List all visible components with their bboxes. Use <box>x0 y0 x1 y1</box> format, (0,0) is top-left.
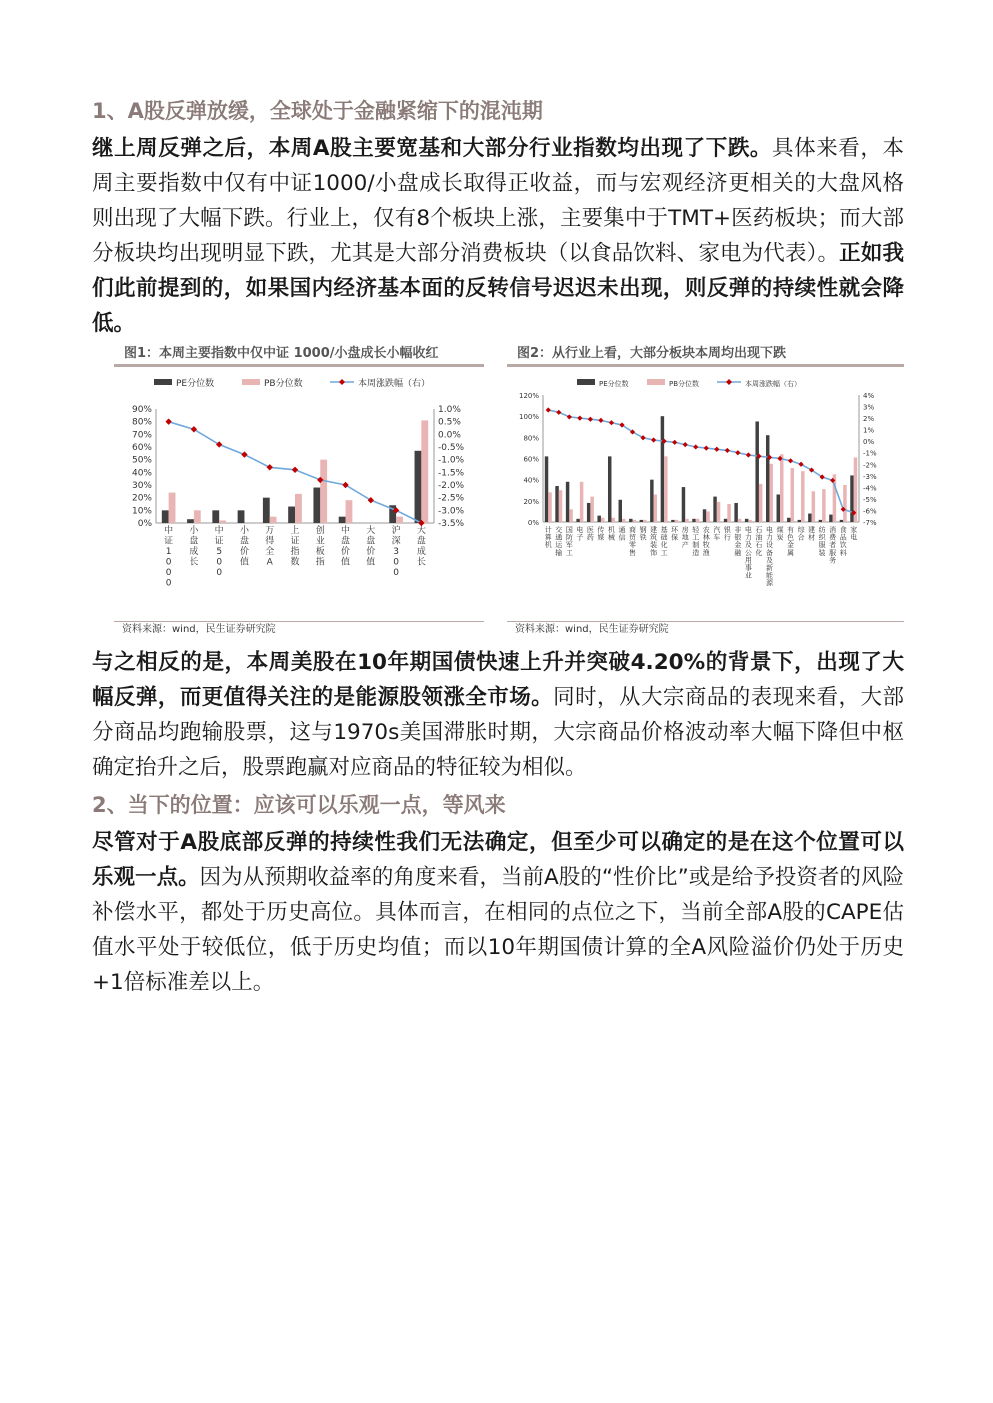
s2-body: 因为从预期收益率的角度来看，当前A股的“性价比”或是给予投资者的风险补偿水平，都处于历史高位。具体而言，在相同的点位之下，当前全部A股的CAPE估值水平处于较低位，低于历史均值；而以10年期国债计算的全A风险溢价仍处于历史+1倍标准差以上。 <box>92 865 904 995</box>
y-right-tick-label: -2.5% <box>438 493 465 504</box>
bar-pb <box>696 519 699 522</box>
bar-pb <box>738 519 741 522</box>
bar-pb <box>727 504 730 522</box>
y-right-tick-label: -1% <box>863 449 877 458</box>
bar-pe <box>263 498 270 523</box>
bar-pe <box>212 510 219 523</box>
x-tick-label: 商贸零售 <box>629 526 637 557</box>
bar-pe <box>713 497 716 522</box>
chart2-svg <box>507 367 904 617</box>
bar-pb <box>590 497 593 522</box>
bar-pe <box>587 503 590 522</box>
bar-pe <box>692 519 695 522</box>
x-tick-label: 房地产 <box>681 526 689 550</box>
bar-pb <box>769 464 772 522</box>
bar-pe <box>840 520 843 522</box>
p2-body: 同时，从大宗商品的表现来看，大部分商品均跑输股票，这与1970s美国滞胀时期，大宗商品价格波动率大幅下降但中枢确定抬升之后，股票跑赢对应商品的特征较为相似。 <box>92 685 904 780</box>
y-left-tick-label: 10% <box>131 506 152 517</box>
x-tick-label: 计算机 <box>544 526 552 550</box>
bar-pe <box>808 514 811 522</box>
figure2-title: 图2：从行业上看，大部分板块本周均出现下跌 <box>517 346 787 361</box>
section2-paragraph <box>92 825 904 1000</box>
line-point <box>546 407 551 412</box>
figure-2 <box>507 345 904 638</box>
bar-pb <box>219 520 226 523</box>
x-tick-label: 中盘价值 <box>341 526 351 568</box>
x-tick-label: 钢铁 <box>639 526 647 542</box>
legend-pe-label: PE分位数 <box>599 380 629 388</box>
y-left-tick-label: 40% <box>523 476 539 485</box>
y-right-tick-label: -4% <box>863 484 877 493</box>
x-tick-label: 交通运输 <box>555 526 563 557</box>
figures-row <box>92 345 904 637</box>
bar-pe <box>745 519 748 522</box>
bar-pb <box>295 494 302 523</box>
x-tick-label: 机械 <box>607 526 615 542</box>
bar-pe <box>671 520 674 522</box>
bar-pb <box>346 500 353 523</box>
p2-bold-lead: 与之相反的是，本周美股在10年期国债快速上升并突破4.20%的背景下，出现了大幅反弹，而更值得关注的是能源股领涨全市场。 <box>92 650 904 710</box>
line-point <box>588 417 593 422</box>
line-point <box>725 448 730 453</box>
x-tick-label: 汽车 <box>713 526 721 542</box>
x-tick-label: 通信 <box>618 526 626 542</box>
y-right-tick-label: -3.0% <box>438 506 465 517</box>
x-tick-label: 消费者服务 <box>829 526 837 565</box>
y-right-tick-label: -2.0% <box>438 481 465 491</box>
y-left-tick-label: 80% <box>131 417 152 428</box>
y-right-tick-label: 0.5% <box>438 417 461 428</box>
y-right-tick-label: -1.0% <box>438 455 465 466</box>
bar-pe <box>187 519 194 523</box>
line-point <box>693 444 698 449</box>
bar-pb <box>717 502 720 522</box>
legend-pe-swatch <box>577 379 595 385</box>
y-right-tick-label: -5% <box>863 495 877 504</box>
bar-pe <box>850 475 853 522</box>
s2-bold-lead: 尽管对于A股底部反弹的持续性我们无法确定，但至少可以确定的是在这个位置可以乐观一点。 <box>92 830 904 890</box>
y-left-tick-label: 90% <box>131 405 152 415</box>
y-right-tick-label: -2% <box>863 461 877 470</box>
section2-heading: 2、当下的位置：应该可以乐观一点，等风来 <box>92 793 506 817</box>
x-tick-label: 电力设备及新能源 <box>765 526 773 588</box>
x-tick-label: 大盘价值 <box>366 526 376 568</box>
bar-pe <box>640 520 643 522</box>
bar-pe <box>288 507 295 523</box>
y-left-tick-label: 120% <box>518 392 539 400</box>
x-tick-label: 纺织服装 <box>818 526 826 557</box>
bar-pb <box>675 520 678 522</box>
bar-pb <box>748 520 751 522</box>
bar-pe <box>597 516 600 522</box>
bar-pe <box>566 482 569 522</box>
line-point <box>735 450 740 455</box>
bar-pe <box>777 494 780 522</box>
bar-pe <box>545 456 548 522</box>
bar-pb <box>812 491 815 522</box>
line-point <box>267 464 273 470</box>
x-tick-label: 小盘成长 <box>189 526 199 568</box>
bar-pb <box>169 493 176 523</box>
line-point <box>556 410 561 415</box>
bar-pb <box>643 520 646 522</box>
bar-pe <box>661 416 664 522</box>
y-right-tick-label: 1% <box>863 426 875 435</box>
line-point <box>609 420 614 425</box>
y-left-tick-label: 80% <box>523 434 539 443</box>
x-tick-label: 创业板指 <box>315 526 325 568</box>
figure-1 <box>114 345 484 638</box>
y-right-tick-label: 4% <box>863 392 875 400</box>
bar-pb <box>801 471 804 522</box>
line-point <box>165 418 171 424</box>
bar-pb <box>194 510 201 523</box>
x-tick-label: 非银金融 <box>734 526 742 557</box>
y-right-tick-label: -7% <box>863 519 877 527</box>
line-point <box>577 415 582 420</box>
bar-pb <box>822 489 825 522</box>
y-right-tick-label: 1.0% <box>438 405 461 415</box>
bar-pe <box>682 487 685 522</box>
document-page <box>92 95 904 1000</box>
bar-pe <box>724 519 727 522</box>
y-right-tick-label: 3% <box>863 403 875 412</box>
bar-pb <box>320 460 327 523</box>
bar-pb <box>559 490 562 522</box>
bar-pb <box>706 511 709 522</box>
legend-pb-label: PB分位数 <box>669 380 700 388</box>
x-tick-label: 中证 5 0 0 <box>214 526 224 578</box>
x-tick-label: 中证 1 0 0 0 <box>164 526 174 589</box>
bar-pe <box>734 503 737 522</box>
x-tick-label: 综合 <box>797 526 805 542</box>
x-tick-label: 万得全 A <box>265 526 275 568</box>
bar-pb <box>654 494 657 522</box>
bar-pb <box>780 454 783 522</box>
figure1-title: 图1：本周主要指数中仅中证 1000/小盘成长小幅收红 <box>124 346 439 361</box>
x-tick-label: 医药 <box>586 526 594 542</box>
bar-pe <box>415 451 422 523</box>
chart1-svg <box>114 367 484 617</box>
bar-pe <box>555 486 558 522</box>
bar-pe <box>819 520 822 522</box>
y-left-tick-label: 50% <box>131 455 152 466</box>
bar-pe <box>162 510 169 523</box>
figure2-source: 资料来源：wind，民生证券研究院 <box>515 624 669 635</box>
x-tick-label: 沪深 3 0 0 <box>391 526 401 578</box>
bar-pb <box>580 482 583 522</box>
bar-pb <box>270 517 277 523</box>
legend-pb-swatch <box>242 379 260 385</box>
bar-pb <box>569 509 572 522</box>
y-left-tick-label: 20% <box>131 493 152 504</box>
y-right-tick-label: -3.5% <box>438 519 465 529</box>
series-line-weekly-change <box>548 410 853 513</box>
bar-pb <box>421 420 428 523</box>
x-tick-label: 家电 <box>850 526 858 542</box>
legend-line-marker <box>339 379 345 385</box>
legend-pe-swatch <box>154 379 172 385</box>
x-tick-label: 农林牧渔 <box>702 526 710 557</box>
line-point <box>704 446 709 451</box>
bar-pe <box>755 421 758 522</box>
line-point <box>672 440 677 445</box>
p1-bold-tail: 正如我们此前提到的，如果国内经济基本面的反转信号迟迟未出现，则反弹的持续性就会降低。 <box>92 241 904 336</box>
bar-pe <box>608 456 611 522</box>
x-tick-label: 小盘价值 <box>239 526 249 568</box>
legend-line-marker <box>726 379 732 385</box>
line-point <box>651 437 656 442</box>
y-right-tick-label: -6% <box>863 507 877 516</box>
y-left-tick-label: 60% <box>131 443 152 453</box>
line-point <box>241 451 247 457</box>
y-left-tick-label: 40% <box>131 468 152 479</box>
section1-paragraph2 <box>92 645 904 785</box>
legend-pe-label: PE分位数 <box>176 379 215 389</box>
y-left-tick-label: 20% <box>523 497 539 506</box>
y-right-tick-label: -1.5% <box>438 468 465 479</box>
y-left-tick-label: 30% <box>131 481 152 491</box>
line-point <box>714 447 719 452</box>
x-tick-label: 环保 <box>671 526 679 542</box>
y-right-tick-label: 0.0% <box>438 430 461 441</box>
line-point <box>567 414 572 419</box>
legend-pb-swatch <box>647 379 665 385</box>
y-right-tick-label: -0.5% <box>438 443 465 453</box>
y-left-tick-label: 0% <box>137 519 152 529</box>
bar-pb <box>622 519 625 522</box>
line-point <box>598 418 603 423</box>
bar-pb <box>791 468 794 522</box>
bar-pb <box>601 518 604 522</box>
x-tick-label: 建材 <box>808 526 816 542</box>
p1-bold-lead: 继上周反弹之后，本周A股主要宽基和大部分行业指数均出现了下跌。 <box>92 136 773 161</box>
x-tick-label: 传媒 <box>597 526 605 542</box>
bar-pe <box>703 509 706 522</box>
line-point <box>788 458 793 463</box>
bar-pb <box>759 484 762 522</box>
bar-pe <box>629 519 632 522</box>
x-tick-label: 有色金属 <box>787 526 795 557</box>
y-left-tick-label: 70% <box>131 430 152 441</box>
line-point <box>683 442 688 447</box>
x-tick-label: 电力及公用事业 <box>744 526 752 580</box>
x-tick-label: 国防军工 <box>565 526 573 557</box>
bar-pe <box>313 488 320 523</box>
bar-pe <box>766 435 769 522</box>
x-tick-label: 轻工制造 <box>692 526 700 557</box>
x-tick-label: 上证指数 <box>290 526 300 568</box>
y-left-tick-label: 0% <box>527 519 539 527</box>
bar-pe <box>829 515 832 522</box>
bar-pb <box>843 485 846 522</box>
bar-pb <box>664 456 667 522</box>
y-right-tick-label: 0% <box>863 438 875 447</box>
bar-pe <box>619 500 622 522</box>
legend-pb-label: PB分位数 <box>264 379 303 389</box>
bar-pe <box>650 480 653 522</box>
bar-pe <box>798 520 801 522</box>
y-right-tick-label: -3% <box>863 472 877 481</box>
x-tick-label: 食品饮料 <box>839 526 847 557</box>
x-tick-label: 基础化工 <box>660 526 668 557</box>
bar-pb <box>685 519 688 522</box>
bar-pe <box>339 517 346 523</box>
line-point <box>292 467 298 473</box>
x-tick-label: 大盘成长 <box>416 526 426 568</box>
x-tick-label: 电子 <box>576 526 584 542</box>
figure1-source: 资料来源：wind，民生证券研究院 <box>122 624 276 635</box>
bar-pb <box>633 520 636 522</box>
line-point <box>746 452 751 457</box>
bar-pb <box>611 518 614 522</box>
legend-line-label: 本周涨跌幅（右） <box>745 380 801 388</box>
bar-pe <box>787 518 790 522</box>
x-tick-label: 石油石化 <box>755 526 763 557</box>
x-tick-label: 建筑装饰 <box>650 526 658 557</box>
y-right-tick-label: 2% <box>863 415 875 424</box>
x-tick-label: 银行 <box>723 526 731 542</box>
section1-heading: 1、A股反弹放缓，全球处于金融紧缩下的混沌期 <box>92 99 543 123</box>
bar-pe <box>576 519 579 522</box>
x-tick-label: 煤炭 <box>776 526 784 542</box>
bar-pb <box>396 517 403 523</box>
p1-body: 具体来看，本周主要指数中仅有中证1000/小盘成长取得正收益，而与宏观经济更相关的大盘风格则出现了大幅下跌。行业上，仅有8个板块上涨，主要集中于TMT+医药板块；而大部分板块均出现明显下跌，尤其是大部分消费板块（以食品饮料、家电为代表）。 <box>92 136 904 266</box>
bar-pb <box>548 492 551 522</box>
section1-paragraph1 <box>92 131 904 341</box>
y-left-tick-label: 60% <box>523 455 539 464</box>
y-left-tick-label: 100% <box>518 413 539 422</box>
legend-line-label: 本周涨跌幅（右） <box>358 379 431 389</box>
bar-pe <box>238 510 245 523</box>
